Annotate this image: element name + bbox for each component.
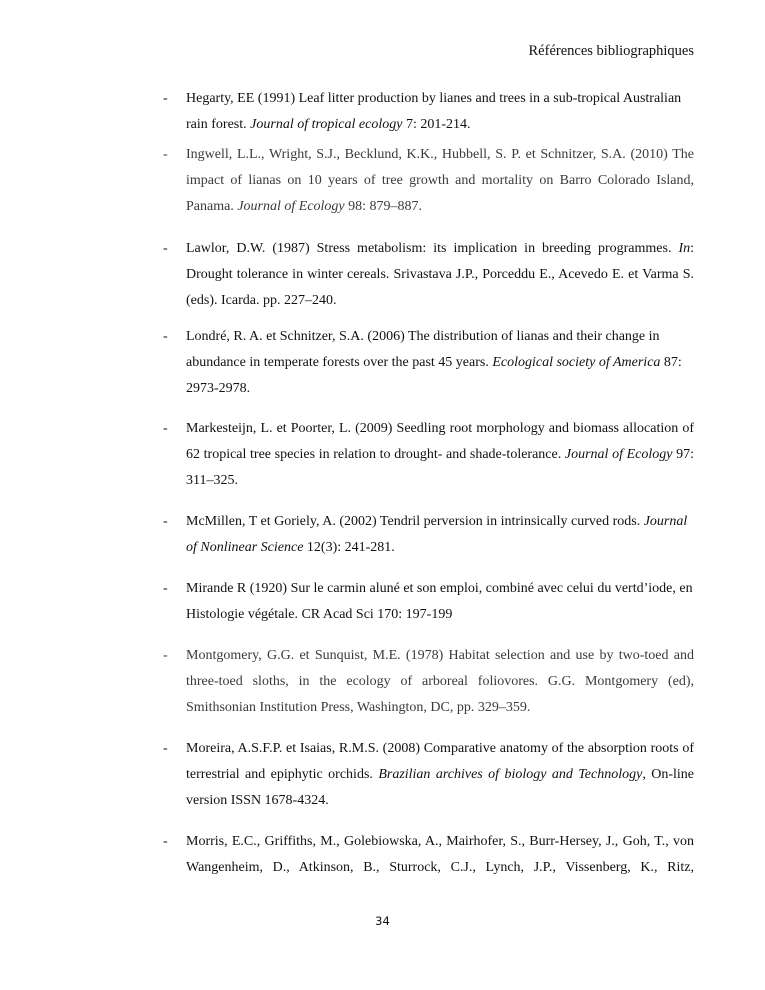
reference-text: Montgomery, G.G. et Sunquist, M.E. (1978) Habitat selection and use by two-toed and three-toed sloths, in the ecology of arboreal foliovores. G.G. Montgomery (ed), Smithsonian Institution Press, Washington, DC, pp. 329–359. [186, 648, 694, 715]
reference-volume: 7: 201-214. [402, 117, 471, 132]
journal-title: Journal of Ecology [237, 199, 345, 214]
reference-item-ingwell [163, 142, 694, 220]
reference-item-morris [163, 829, 694, 881]
reference-list [163, 86, 694, 881]
reference-volume: , On-line version ISSN 1678-4324. [186, 767, 694, 808]
reference-item-mcmillen [163, 509, 694, 561]
list-dash: - [163, 581, 168, 596]
list-dash: - [163, 147, 168, 162]
reference-item-moreira [163, 736, 694, 814]
reference-text: Morris, E.C., Griffiths, M., Golebiowska, A., Mairhofer, S., Burr-Hersey, J., Goh, T., von Wangenheim, D., Atkinson, B., Sturrock, C.J., Lynch, J.P., Vissenberg, K., Ritz, [186, 834, 694, 875]
reference-volume: 97: 311–325. [186, 447, 694, 488]
list-dash: - [163, 329, 168, 344]
journal-title: In [678, 241, 691, 256]
list-dash: - [163, 514, 168, 529]
list-dash: - [163, 241, 168, 256]
list-dash: - [163, 834, 168, 849]
reference-text: Hegarty, EE (1991) Leaf litter production by lianes and trees in a sub-tropical Australian rain forest. [186, 91, 682, 132]
reference-text: Londré, R. A. et Schnitzer, S.A. (2006) The distribution of lianas and their change in abundance in temperate forests over the past 45 years. [186, 329, 660, 370]
reference-item-montgomery [163, 643, 694, 721]
running-header: Références bibliographiques [528, 43, 694, 59]
reference-volume: : Drought tolerance in winter cereals. Srivastava J.P., Porceddu E., Acevedo E. et Varma S. (eds). Icarda. pp. 227–240. [186, 241, 694, 308]
list-dash: - [163, 91, 168, 106]
reference-text: Markesteijn, L. et Poorter, L. (2009) Seedling root morphology and biomass allocation of 62 tropical tree species in relation to drought- and shade-tolerance. [186, 421, 694, 462]
journal-title: Brazilian archives of biology and Technology [378, 767, 643, 782]
reference-item-lawlor [163, 236, 694, 314]
reference-volume: 87: 2973-2978. [186, 355, 682, 396]
reference-item-markesteijn [163, 416, 694, 494]
reference-item-mirande [163, 576, 694, 628]
reference-text: Moreira, A.S.F.P. et Isaias, R.M.S. (2008) Comparative anatomy of the absorption roots of terrestrial and epiphytic orchids. [186, 741, 694, 782]
journal-title: Ecological society of America [492, 355, 661, 370]
reference-volume: 98: 879–887. [344, 199, 423, 214]
reference-item-hegarty [163, 86, 694, 138]
reference-text: Ingwell, L.L., Wright, S.J., Becklund, K.K., Hubbell, S. P. et Schnitzer, S.A. (2010) The impact of lianas on 10 years of tree growth and mortality on Barro Colorado Island, Panama. [186, 147, 694, 214]
journal-title: Journal of tropical ecology [250, 117, 403, 132]
reference-volume: 12(3): 241-281. [303, 540, 395, 555]
page-number: 34 [375, 914, 390, 928]
reference-text: Mirande R (1920) Sur le carmin aluné et son emploi, combiné avec celui du vertd’iode, en Histologie végétale. CR Acad Sci 170: 197-199 [186, 581, 693, 622]
reference-text: McMillen, T et Goriely, A. (2002) Tendril perversion in intrinsically curved rods. [186, 514, 644, 529]
list-dash: - [163, 648, 168, 663]
reference-text: Lawlor, D.W. (1987) Stress metabolism: its implication in breeding programmes. [186, 241, 679, 256]
list-dash: - [163, 421, 168, 436]
list-dash: - [163, 741, 168, 756]
journal-title: Journal of Ecology [564, 447, 673, 462]
reference-item-londre [163, 324, 694, 402]
journal-title: Journal of Nonlinear Science [186, 514, 688, 555]
